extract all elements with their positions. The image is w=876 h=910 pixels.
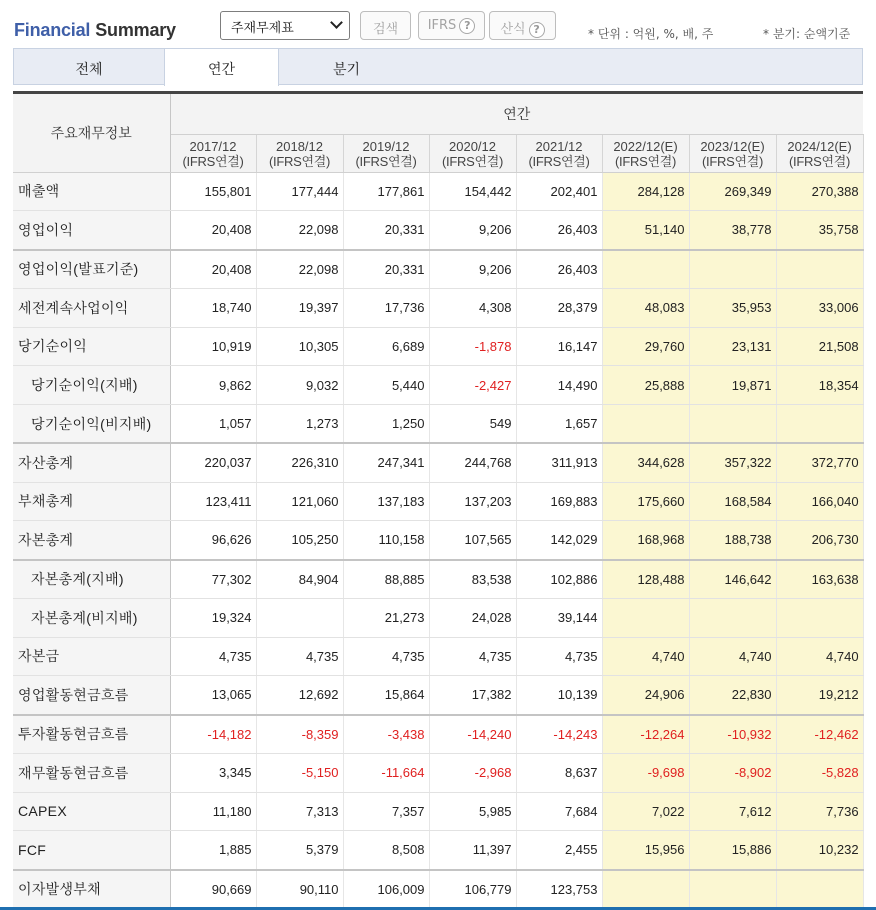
value-cell: 13,065 [170, 676, 256, 715]
period-basis: (IFRS연결) [528, 153, 590, 169]
table-row [13, 366, 863, 405]
table-row [13, 715, 863, 754]
value-cell: 51,140 [602, 211, 689, 250]
value-cell: -8,902 [689, 753, 776, 792]
table-row [13, 327, 863, 366]
search-button-label: 검색 [372, 22, 399, 37]
value-cell: -12,264 [602, 715, 689, 754]
financial-summary-table [13, 91, 863, 909]
toolbar [0, 0, 876, 48]
annual-group-header: 연간 [170, 94, 863, 134]
value-cell: 270,388 [776, 172, 863, 211]
page-title-part2: Summary [95, 20, 176, 40]
value-cell: 16,147 [516, 327, 602, 366]
value-cell: 202,401 [516, 172, 602, 211]
value-cell: 35,953 [689, 288, 776, 327]
value-cell: 244,768 [429, 443, 516, 482]
value-cell: 10,139 [516, 676, 602, 715]
row-label: 자본총계(지배) [13, 560, 170, 599]
row-label: 투자활동현금흐름 [13, 715, 170, 754]
value-cell: 5,985 [429, 792, 516, 831]
row-label: 영업활동현금흐름 [13, 676, 170, 715]
value-cell [776, 250, 863, 289]
value-cell: 35,758 [776, 211, 863, 250]
value-cell: 123,411 [170, 482, 256, 521]
value-cell: -8,359 [256, 715, 343, 754]
value-cell: 169,883 [516, 482, 602, 521]
statement-type-value: 주재무제표 [231, 21, 294, 36]
value-cell [776, 870, 863, 909]
value-cell: 20,331 [343, 211, 429, 250]
row-label: 영업이익 [13, 211, 170, 250]
value-cell: 18,740 [170, 288, 256, 327]
value-cell: 177,444 [256, 172, 343, 211]
row-label: 영업이익(발표기준) [13, 250, 170, 289]
value-cell: 106,779 [429, 870, 516, 909]
value-cell: 5,379 [256, 831, 343, 870]
value-cell: -3,438 [343, 715, 429, 754]
value-cell: 77,302 [170, 560, 256, 599]
value-cell: 8,637 [516, 753, 602, 792]
value-cell: 22,098 [256, 250, 343, 289]
table-row [13, 211, 863, 250]
table-row [13, 405, 863, 444]
value-cell: 90,669 [170, 870, 256, 909]
value-cell: 22,098 [256, 211, 343, 250]
value-cell: 10,232 [776, 831, 863, 870]
value-cell: 137,203 [429, 482, 516, 521]
value-cell: 110,158 [343, 521, 429, 560]
value-cell: 311,913 [516, 443, 602, 482]
row-label: 당기순이익 [13, 327, 170, 366]
value-cell [689, 870, 776, 909]
value-cell: 5,440 [343, 366, 429, 405]
period-year: 2019/12 [362, 138, 410, 154]
value-cell: 12,692 [256, 676, 343, 715]
value-cell: 7,313 [256, 792, 343, 831]
value-cell: 4,740 [602, 637, 689, 676]
period-year: 2023/12(E) [700, 138, 765, 154]
value-cell: 15,956 [602, 831, 689, 870]
value-cell: 188,738 [689, 521, 776, 560]
table-row [13, 482, 863, 521]
table-row [13, 250, 863, 289]
value-cell: 146,642 [689, 560, 776, 599]
period-header [343, 134, 429, 172]
tab-annual[interactable]: 연간 [164, 49, 279, 86]
value-cell: 247,341 [343, 443, 429, 482]
value-cell: 19,397 [256, 288, 343, 327]
value-cell: -11,664 [343, 753, 429, 792]
value-cell: 20,408 [170, 250, 256, 289]
value-cell: 24,906 [602, 676, 689, 715]
period-basis: (IFRS연결) [355, 153, 417, 169]
row-label: FCF [13, 831, 170, 870]
tab-quarter[interactable]: 분기 [332, 62, 361, 78]
period-header [429, 134, 516, 172]
value-cell: 23,131 [689, 327, 776, 366]
value-cell: 29,760 [602, 327, 689, 366]
period-header [516, 134, 602, 172]
value-cell: 7,022 [602, 792, 689, 831]
value-cell [689, 405, 776, 444]
value-cell: 4,735 [170, 637, 256, 676]
row-label: 이자발생부채 [13, 870, 170, 909]
chevron-down-icon [330, 16, 343, 29]
value-cell: 357,322 [689, 443, 776, 482]
value-cell: 3,345 [170, 753, 256, 792]
formula-button-label: 산식 [500, 22, 526, 37]
value-cell: 11,397 [429, 831, 516, 870]
value-cell: 105,250 [256, 521, 343, 560]
value-cell: 26,403 [516, 211, 602, 250]
row-label: 부채총계 [13, 482, 170, 521]
period-header [776, 134, 863, 172]
formula-button[interactable] [489, 11, 556, 40]
period-year: 2018/12 [276, 138, 323, 154]
page-title [14, 20, 176, 41]
value-cell [689, 250, 776, 289]
period-basis: (IFRS연결) [269, 153, 330, 169]
value-cell: -2,427 [429, 366, 516, 405]
value-cell: 28,379 [516, 288, 602, 327]
table-row [13, 288, 863, 327]
value-cell: 269,349 [689, 172, 776, 211]
table-row [13, 637, 863, 676]
value-cell: 19,324 [170, 598, 256, 637]
period-tabs [13, 48, 863, 85]
value-cell: 6,689 [343, 327, 429, 366]
value-cell: 1,885 [170, 831, 256, 870]
value-cell: -9,698 [602, 753, 689, 792]
value-cell: 2,455 [516, 831, 602, 870]
value-cell [689, 598, 776, 637]
value-cell: 206,730 [776, 521, 863, 560]
statement-type-select[interactable] [220, 11, 350, 40]
help-icon: ? [529, 22, 545, 38]
value-cell: -2,968 [429, 753, 516, 792]
value-cell: 90,110 [256, 870, 343, 909]
value-cell: 19,212 [776, 676, 863, 715]
value-cell: 22,830 [689, 676, 776, 715]
value-cell: 21,273 [343, 598, 429, 637]
table-row [13, 172, 863, 211]
period-year: 2022/12(E) [613, 138, 678, 154]
value-cell: 39,144 [516, 598, 602, 637]
period-year: 2021/12 [535, 138, 583, 154]
value-cell: 1,250 [343, 405, 429, 444]
value-cell: 20,408 [170, 211, 256, 250]
value-cell: 123,753 [516, 870, 602, 909]
period-basis: (IFRS연결) [442, 153, 503, 169]
value-cell: 10,919 [170, 327, 256, 366]
period-basis: (IFRS연결) [182, 153, 244, 169]
value-cell: 11,180 [170, 792, 256, 831]
value-cell: 17,736 [343, 288, 429, 327]
value-cell: 48,083 [602, 288, 689, 327]
row-label: 매출액 [13, 172, 170, 211]
value-cell: 4,735 [429, 637, 516, 676]
value-cell: 7,684 [516, 792, 602, 831]
value-cell: 1,273 [256, 405, 343, 444]
value-cell: 4,740 [689, 637, 776, 676]
value-cell: 107,565 [429, 521, 516, 560]
table-row [13, 676, 863, 715]
value-cell: 10,305 [256, 327, 343, 366]
period-year: 2024/12(E) [787, 138, 852, 154]
value-cell: 18,354 [776, 366, 863, 405]
value-cell: 25,888 [602, 366, 689, 405]
value-cell: -12,462 [776, 715, 863, 754]
value-cell: 155,801 [170, 172, 256, 211]
value-cell: 4,735 [343, 637, 429, 676]
search-button[interactable] [360, 11, 411, 40]
table-row [13, 598, 863, 637]
value-cell: 121,060 [256, 482, 343, 521]
value-cell: 284,128 [602, 172, 689, 211]
value-cell: -14,243 [516, 715, 602, 754]
value-cell: 1,657 [516, 405, 602, 444]
value-cell: 549 [429, 405, 516, 444]
row-header-cell: 주요재무정보 [13, 94, 170, 172]
period-header [256, 134, 343, 172]
table-row [13, 753, 863, 792]
row-label: 당기순이익(비지배) [13, 405, 170, 444]
table-row [13, 443, 863, 482]
value-cell: 128,488 [602, 560, 689, 599]
value-cell: 9,206 [429, 211, 516, 250]
period-basis: (IFRS연결) [615, 153, 676, 169]
row-label: 세전계속사업이익 [13, 288, 170, 327]
value-cell: 220,037 [170, 443, 256, 482]
value-cell: 163,638 [776, 560, 863, 599]
value-cell: 168,968 [602, 521, 689, 560]
value-cell: 1,057 [170, 405, 256, 444]
value-cell: -1,878 [429, 327, 516, 366]
value-cell: 96,626 [170, 521, 256, 560]
value-cell: 372,770 [776, 443, 863, 482]
value-cell: 9,206 [429, 250, 516, 289]
value-cell: 9,862 [170, 366, 256, 405]
value-cell: -5,150 [256, 753, 343, 792]
tab-all[interactable]: 전체 [75, 62, 103, 78]
row-label: CAPEX [13, 792, 170, 831]
row-label: 재무활동현금흐름 [13, 753, 170, 792]
value-cell: 102,886 [516, 560, 602, 599]
table-row [13, 560, 863, 599]
value-cell: 26,403 [516, 250, 602, 289]
value-cell [602, 870, 689, 909]
value-cell: 175,660 [602, 482, 689, 521]
value-cell: 4,735 [256, 637, 343, 676]
value-cell: 344,628 [602, 443, 689, 482]
value-cell: 166,040 [776, 482, 863, 521]
value-cell: -10,932 [689, 715, 776, 754]
ifrs-button[interactable] [418, 11, 485, 40]
value-cell: 7,612 [689, 792, 776, 831]
value-cell: 38,778 [689, 211, 776, 250]
summary-table [13, 94, 864, 909]
value-cell: 7,357 [343, 792, 429, 831]
value-cell: 33,006 [776, 288, 863, 327]
value-cell: 21,508 [776, 327, 863, 366]
value-cell [602, 405, 689, 444]
value-cell [776, 405, 863, 444]
value-cell: 17,382 [429, 676, 516, 715]
value-cell: 7,736 [776, 792, 863, 831]
value-cell: 14,490 [516, 366, 602, 405]
value-cell: -14,240 [429, 715, 516, 754]
row-label: 자본총계(비지배) [13, 598, 170, 637]
value-cell: 84,904 [256, 560, 343, 599]
period-year: 2020/12 [449, 138, 496, 154]
value-cell: -5,828 [776, 753, 863, 792]
value-cell: 15,864 [343, 676, 429, 715]
value-cell: 19,871 [689, 366, 776, 405]
value-cell [776, 598, 863, 637]
value-cell: 4,740 [776, 637, 863, 676]
value-cell: 4,308 [429, 288, 516, 327]
value-cell: 154,442 [429, 172, 516, 211]
value-cell [602, 250, 689, 289]
row-label: 자산총계 [13, 443, 170, 482]
value-cell: 88,885 [343, 560, 429, 599]
row-label: 당기순이익(지배) [13, 366, 170, 405]
value-cell: 8,508 [343, 831, 429, 870]
page-title-part1: Financial [14, 20, 91, 40]
row-label: 자본총계 [13, 521, 170, 560]
period-basis: (IFRS연결) [789, 153, 851, 169]
value-cell: 168,584 [689, 482, 776, 521]
value-cell: 15,886 [689, 831, 776, 870]
value-cell: 24,028 [429, 598, 516, 637]
period-header [170, 134, 256, 172]
value-cell: 9,032 [256, 366, 343, 405]
table-row [13, 870, 863, 909]
period-header [602, 134, 689, 172]
value-cell: -14,182 [170, 715, 256, 754]
value-cell: 4,735 [516, 637, 602, 676]
table-body [13, 172, 863, 908]
period-basis: (IFRS연결) [702, 153, 763, 169]
table-row [13, 792, 863, 831]
value-cell: 142,029 [516, 521, 602, 560]
ifrs-button-label: IFRS [427, 18, 457, 33]
quarter-note: * 분기: 순액기준 [763, 27, 851, 41]
value-cell [602, 598, 689, 637]
help-icon: ? [459, 18, 475, 34]
value-cell: 20,331 [343, 250, 429, 289]
value-cell: 177,861 [343, 172, 429, 211]
row-label: 자본금 [13, 637, 170, 676]
value-cell: 137,183 [343, 482, 429, 521]
value-cell: 226,310 [256, 443, 343, 482]
table-row [13, 831, 863, 870]
unit-note: * 단위 : 억원, %, 배, 주 [588, 27, 714, 41]
value-cell: 106,009 [343, 870, 429, 909]
period-header [689, 134, 776, 172]
value-cell [256, 598, 343, 637]
period-year: 2017/12 [189, 138, 237, 154]
table-row [13, 521, 863, 560]
value-cell: 83,538 [429, 560, 516, 599]
